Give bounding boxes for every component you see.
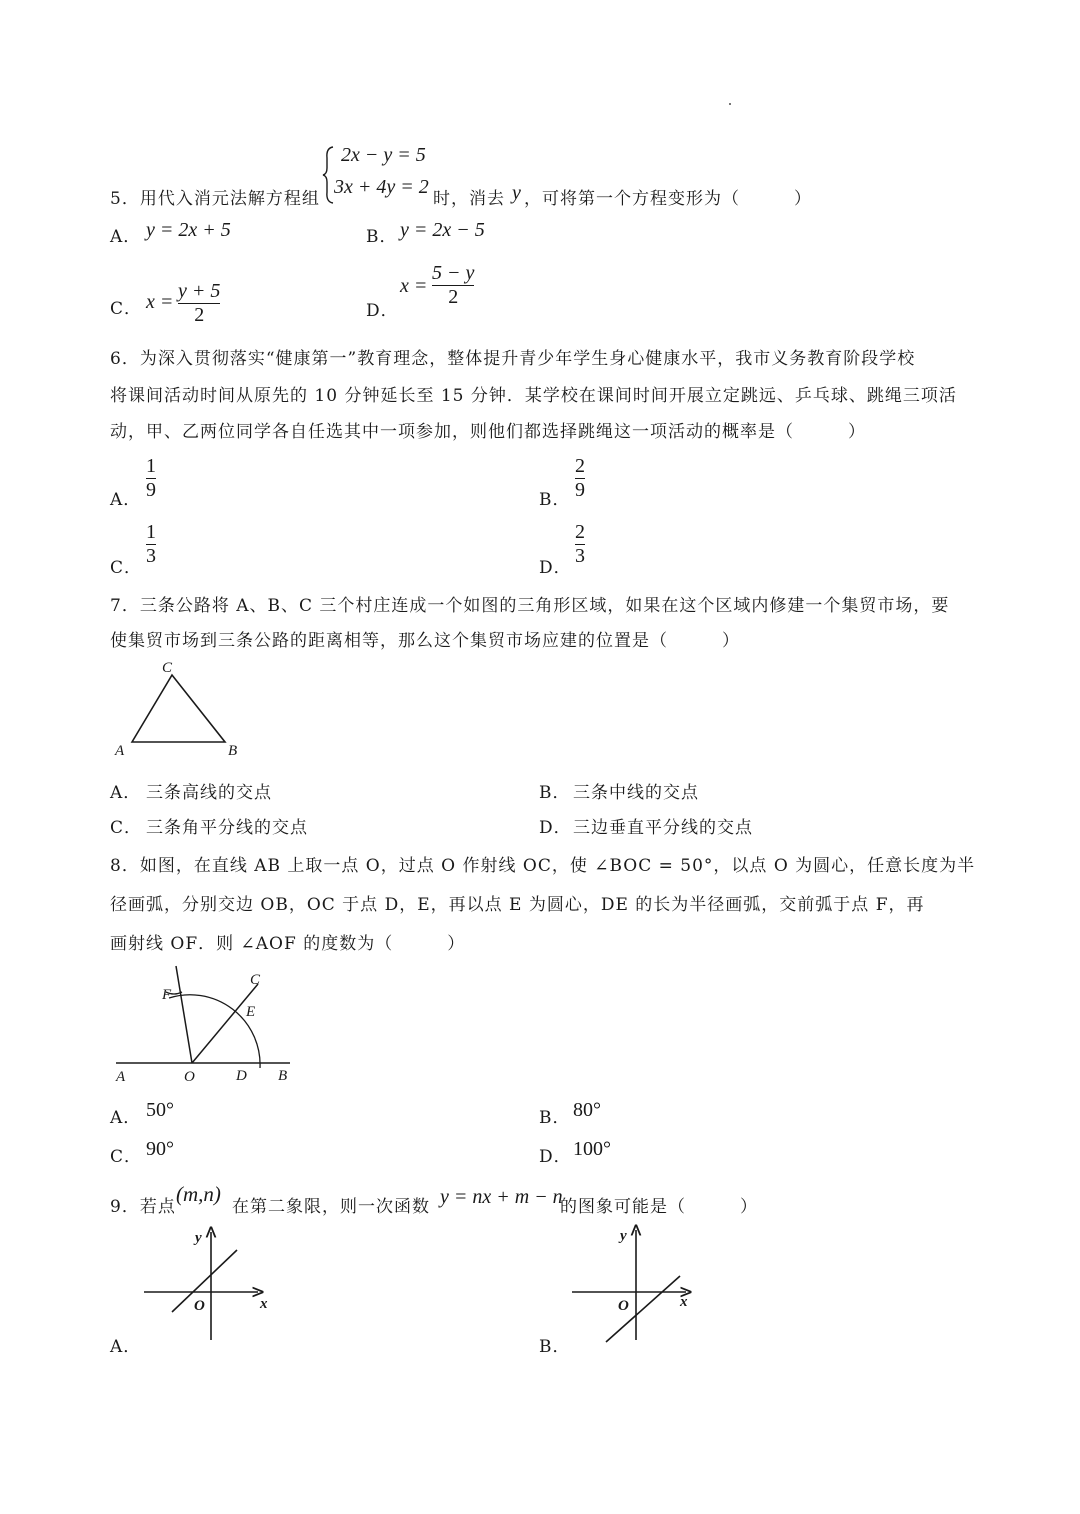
q5-option-c-lhs: x =: [146, 291, 174, 313]
q5-option-d-fraction: [432, 262, 474, 309]
q6-option-d-denominator: 3: [575, 545, 585, 567]
q9-graph-b: [568, 1224, 708, 1348]
q9-graph-b-y-label: y: [620, 1228, 627, 1244]
q8-label-d: D: [236, 1068, 247, 1084]
q7-label-b: B: [228, 743, 238, 759]
q9-graph-b-origin-label: O: [618, 1298, 629, 1314]
q7-option-a-label: A．: [110, 783, 142, 803]
q7-option-a-text: 三条高线的交点: [146, 783, 272, 803]
q5-option-a-label: A．: [110, 227, 142, 247]
page-speck: [729, 103, 731, 105]
q9-graph-a-x-label: x: [260, 1296, 268, 1312]
q6-option-a-label: A．: [110, 490, 142, 510]
q6-option-c-denominator: 3: [146, 545, 156, 567]
q8-option-c-label: C．: [110, 1147, 143, 1167]
q8-label-c: C: [250, 972, 261, 988]
q9-graph-a-origin-label: O: [194, 1298, 205, 1314]
q7-option-c-label: C．: [110, 818, 143, 838]
q9-option-b-label: B．: [539, 1337, 571, 1357]
q8-option-a-label: A．: [110, 1108, 142, 1128]
q5-option-d-lhs: x =: [400, 275, 428, 297]
q7-triangle: [132, 675, 225, 742]
q5-option-a-expr: y = 2x + 5: [146, 219, 231, 241]
q8-label-f: F: [162, 987, 172, 1003]
q5-equation-2: 3x + 4y = 2: [334, 176, 429, 198]
q9-option-a-label: A．: [110, 1337, 142, 1357]
q7-label-a: A: [115, 743, 125, 759]
q9-function: y = nx + m − n: [440, 1186, 563, 1208]
q7-option-c-text: 三条角平分线的交点: [146, 818, 308, 838]
q5-option-d-numerator: 5 − y: [432, 262, 475, 284]
q7-option-d-label: D．: [539, 818, 572, 838]
q8-option-c-text: 90°: [146, 1138, 174, 1160]
q8-option-d-text: 100°: [573, 1138, 611, 1160]
q6-option-a-denominator: 9: [146, 479, 156, 501]
q8-option-b-text: 80°: [573, 1099, 601, 1121]
q8-option-d-label: D．: [539, 1147, 572, 1167]
q9-prefix: 9．若点: [110, 1197, 176, 1217]
q6-option-b-label: B．: [539, 490, 571, 510]
q6-option-b-denominator: 9: [575, 479, 585, 501]
q6-line-3: 动，甲、乙两位同学各自任选其中一项参加，则他们都选择跳绳这一项活动的概率是（ ）: [110, 422, 866, 442]
q6-option-b-numerator: 2: [575, 455, 585, 477]
q5-option-d-denominator: 2: [448, 286, 459, 308]
q6-line-2: 将课间活动时间从原先的 10 分钟延长至 15 分钟．某学校在课间时间开展立定跳远、乒乓球、跳绳三项活: [110, 386, 957, 406]
q5-variable: y: [512, 182, 521, 204]
q8-line-1: 8．如图，在直线 AB 上取一点 O，过点 O 作射线 OC，使 ∠BOC = 50°，以点 O 为圆心，任意长度为半: [110, 856, 976, 876]
q6-option-a-numerator: 1: [146, 455, 156, 477]
q7-line-1: 7．三条公路将 A、B、C 三个村庄连成一个如图的三角形区域，如果在这个区域内修建一个集贸市场，要: [110, 596, 950, 616]
q6-option-c-label: C．: [110, 558, 143, 578]
q6-option-d-label: D．: [539, 558, 572, 578]
q8-label-o: O: [184, 1069, 195, 1085]
q8-angle-figure: [110, 962, 310, 1092]
q6-option-a-fraction: [146, 455, 156, 502]
q8-ray-of: [176, 966, 192, 1063]
q7-line-2: 使集贸市场到三条公路的距离相等，那么这个集贸市场应建的位置是（ ）: [110, 631, 740, 651]
q8-label-e: E: [246, 1004, 256, 1020]
q8-line-3: 画射线 OF．则 ∠AOF 的度数为（ ）: [110, 934, 466, 954]
q5-option-c-fraction: [178, 280, 220, 327]
q5-option-c-denominator: 2: [194, 304, 205, 326]
q9-suffix: 的图象可能是（ ）: [560, 1197, 758, 1217]
q9-graph-b-x-label: x: [680, 1294, 688, 1310]
q8-label-a: A: [116, 1069, 126, 1085]
q5-option-c-label: C．: [110, 299, 143, 319]
q7-option-d-text: 三边垂直平分线的交点: [573, 818, 753, 838]
q9-mid: 在第二象限，则一次函数: [232, 1197, 430, 1217]
q8-option-a-text: 50°: [146, 1099, 174, 1121]
q5-prefix: 5．用代入消元法解方程组: [110, 189, 320, 209]
q9-graph-a: [140, 1226, 280, 1346]
q5-option-b-expr: y = 2x − 5: [400, 219, 485, 241]
q7-label-c: C: [162, 660, 173, 676]
q6-option-c-fraction: [146, 521, 156, 568]
q7-triangle-figure: [110, 655, 250, 765]
q6-option-d-numerator: 2: [575, 521, 585, 543]
q7-option-b-label: B．: [539, 783, 571, 803]
q6-option-d-fraction: [575, 521, 585, 568]
q8-line-2: 径画弧，分别交边 OB，OC 于点 D，E，再以点 E 为圆心，DE 的长为半径画弧，交前弧于点 F，再: [110, 895, 925, 915]
q5-equation-1: 2x − y = 5: [341, 144, 426, 166]
q6-option-c-numerator: 1: [146, 521, 156, 543]
q5-option-b-label: B．: [366, 227, 398, 247]
q7-option-b-text: 三条中线的交点: [573, 783, 699, 803]
q5-suffix-1: 时，消去: [433, 189, 505, 209]
q8-label-b: B: [278, 1068, 288, 1084]
q6-option-b-fraction: [575, 455, 585, 502]
q5-option-c-numerator: y + 5: [178, 280, 221, 302]
q5-suffix-2: ，可将第一个方程变形为（ ）: [524, 189, 812, 209]
q6-line-1: 6．为深入贯彻落实“健康第一”教育理念，整体提升青少年学生身心健康水平，我市义务教育阶段学校: [110, 349, 916, 369]
q5-option-d-label: D．: [366, 301, 399, 321]
q8-option-b-label: B．: [539, 1108, 571, 1128]
q9-graph-a-y-label: y: [195, 1230, 202, 1246]
q9-point: (m,n): [176, 1182, 221, 1206]
